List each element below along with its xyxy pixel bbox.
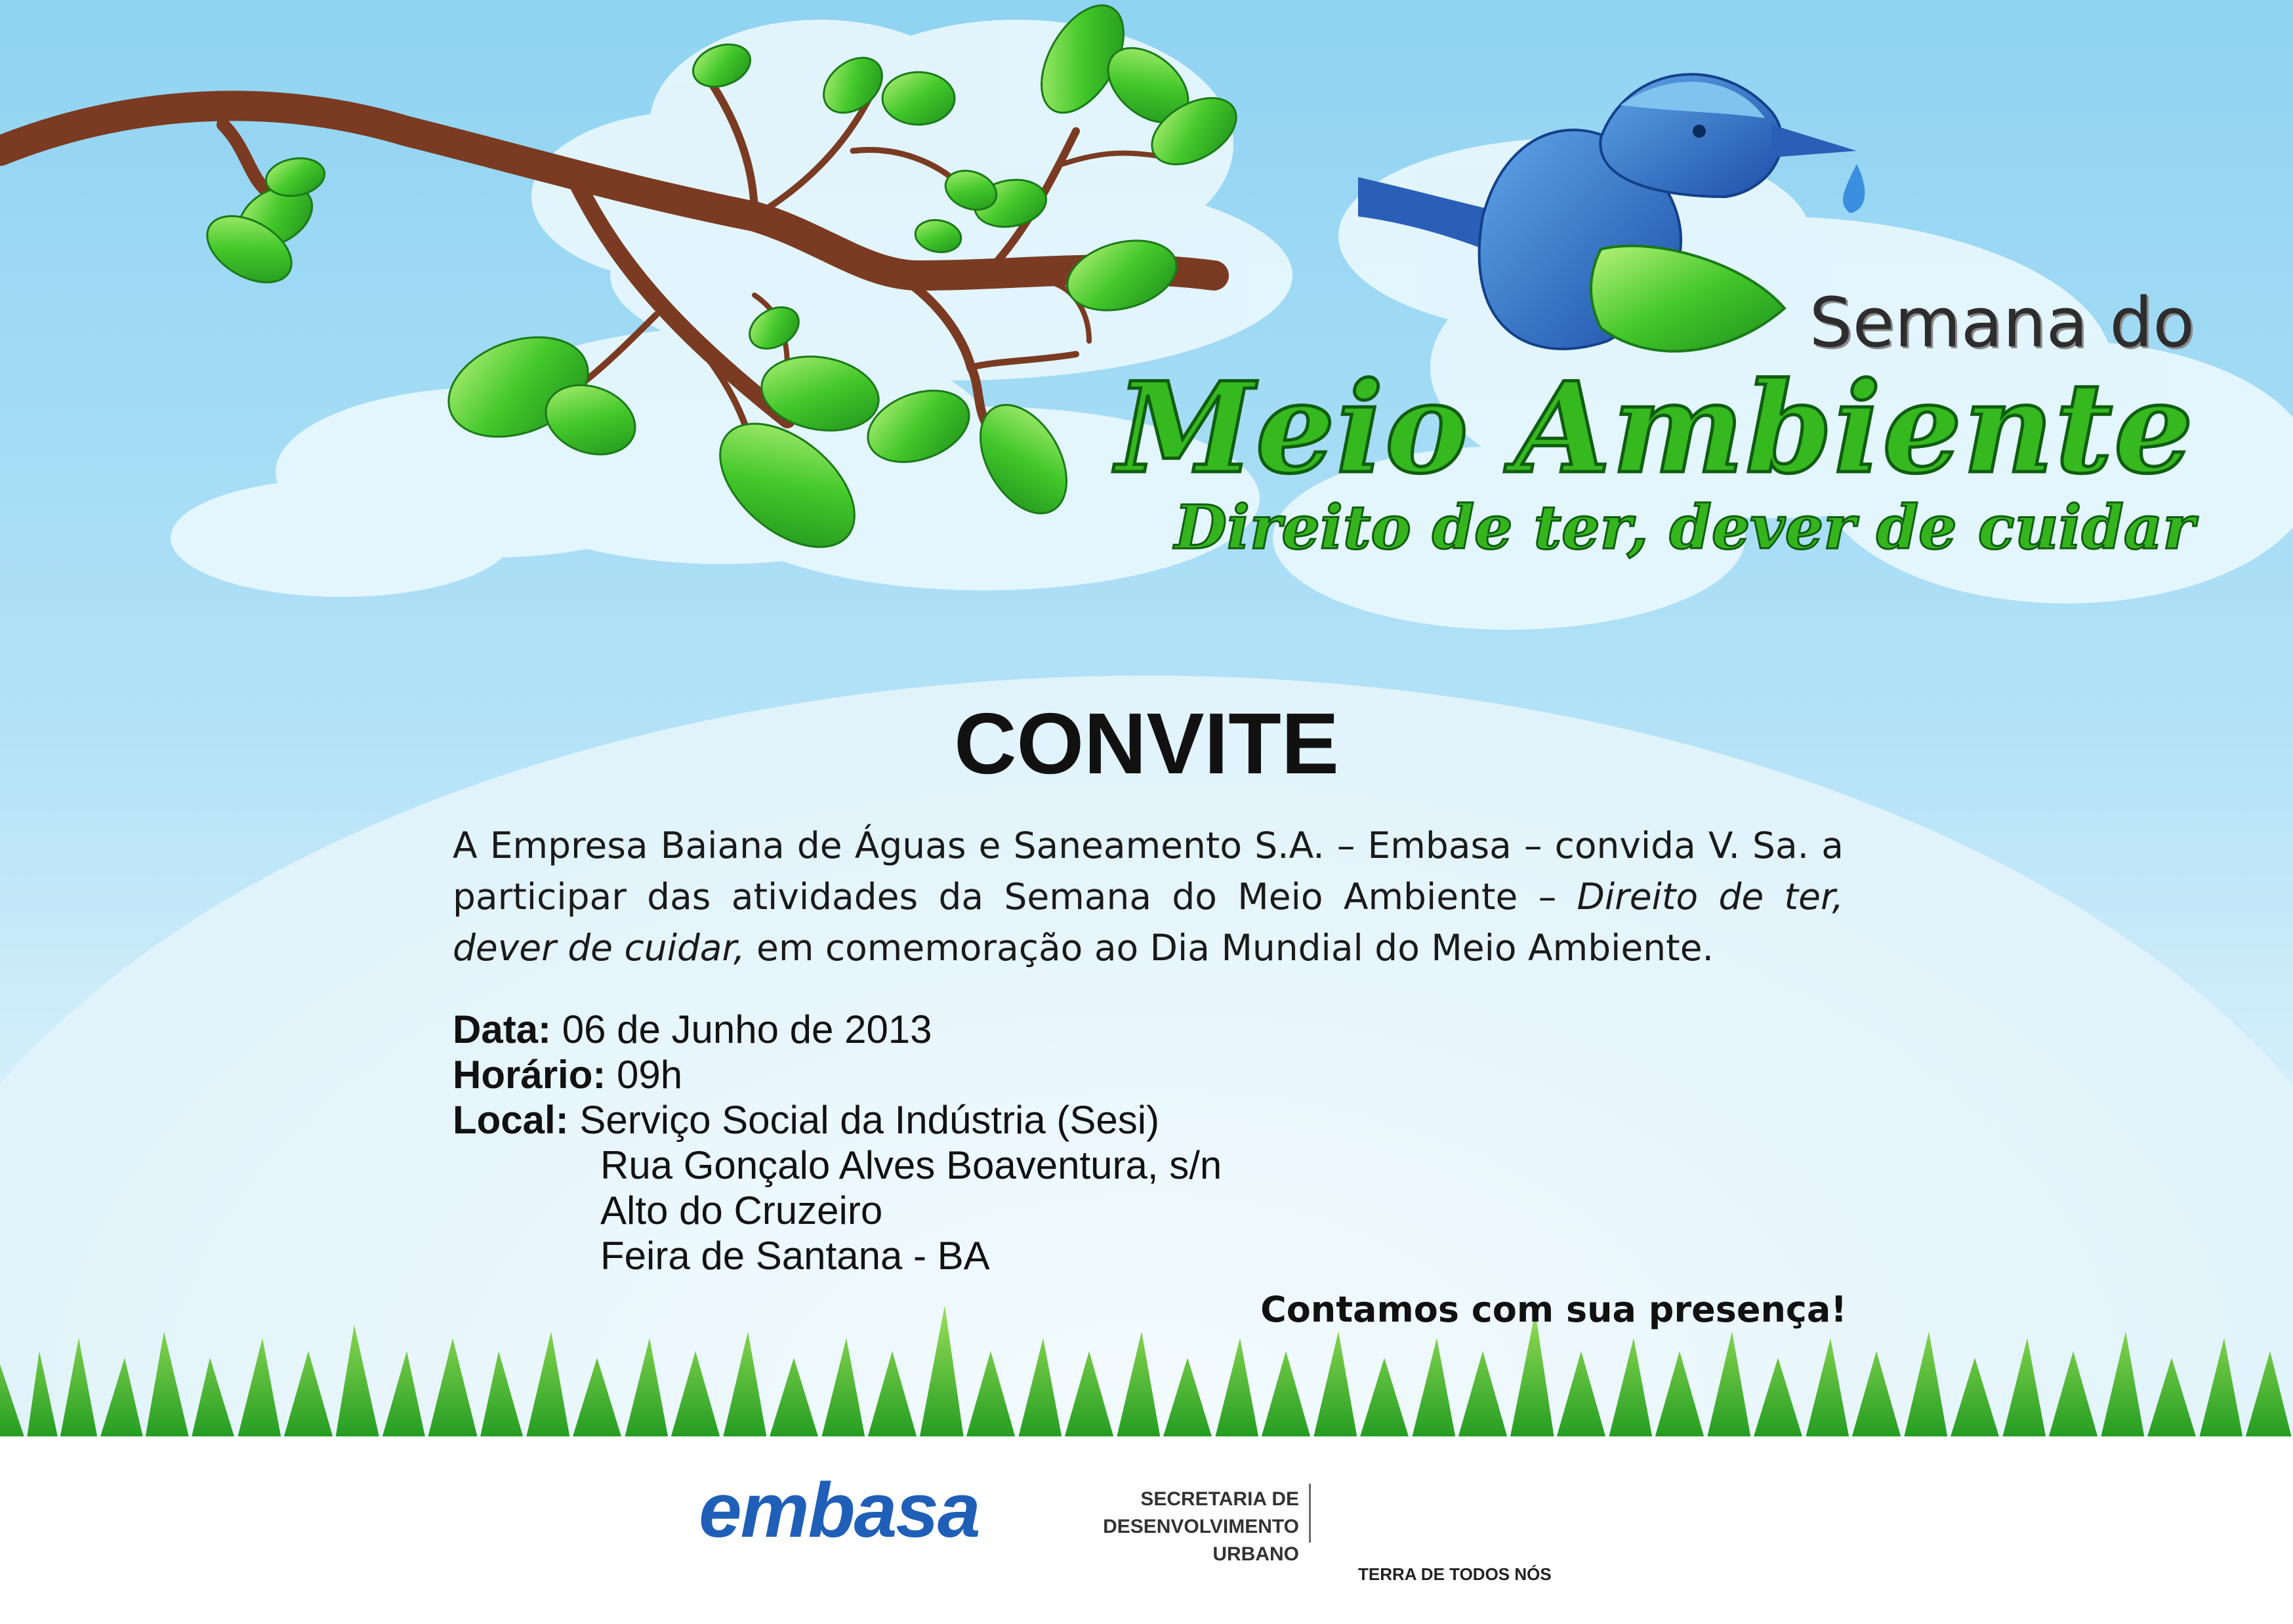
address-line-1: Rua Gonçalo Alves Boaventura, s/n	[600, 1143, 1222, 1187]
event-details	[453, 1007, 1222, 1278]
time-row	[453, 1052, 1222, 1097]
date-value: 06 de Junho de 2013	[551, 1007, 932, 1051]
bahia-logo-text: Bahia	[1434, 1469, 1580, 1528]
event-heading	[1116, 283, 2195, 563]
meio-ambiente-text: Meio Ambiente	[1116, 355, 2195, 501]
footer-divider	[1309, 1484, 1311, 1543]
invite-paragraph-part2: em comemoração ao Dia Mundial do Meio Ambiente.	[745, 927, 1714, 969]
address-line-3: Feira de Santana - BA	[600, 1234, 990, 1278]
address-line-2: Alto do Cruzeiro	[600, 1188, 883, 1232]
semana-do-text: Semana do	[1809, 283, 2195, 363]
invite-paragraph-italic: Direito de ter, dever de cuidar,	[453, 876, 1844, 969]
date-label: Data:	[453, 1007, 552, 1051]
closing-text: Contamos com sua presença!	[1260, 1289, 1847, 1330]
bahia-slogan-text: TERRA DE TODOS NÓS	[1358, 1564, 1552, 1584]
invite-paragraph-part1: A Empresa Baiana de Águas e Saneamento S.A. – Embasa – convida V. Sa. a participar das atividades da Semana do Meio Ambiente –	[453, 824, 1844, 918]
invite-paragraph	[453, 820, 1844, 973]
location-row	[453, 1097, 1222, 1143]
secretaria-line-1: SECRETARIA DE	[1140, 1488, 1299, 1510]
bahia-governo-text: GOVERNO	[1440, 1526, 1587, 1546]
invite-title: CONVITE	[954, 695, 1339, 792]
secretaria-text	[1023, 1486, 1299, 1568]
date-row	[453, 1007, 1222, 1052]
embasa-logo-text: embasa	[699, 1467, 980, 1554]
time-label: Horário:	[453, 1053, 606, 1097]
location-label: Local:	[453, 1098, 569, 1142]
time-value: 09h	[606, 1053, 683, 1097]
secretaria-line-2: DESENVOLVIMENTO URBANO	[1103, 1516, 1299, 1565]
location-value: Serviço Social da Indústria (Sesi)	[568, 1098, 1160, 1142]
slogan-text: Direito de ter, dever de cuidar	[1174, 492, 2195, 563]
